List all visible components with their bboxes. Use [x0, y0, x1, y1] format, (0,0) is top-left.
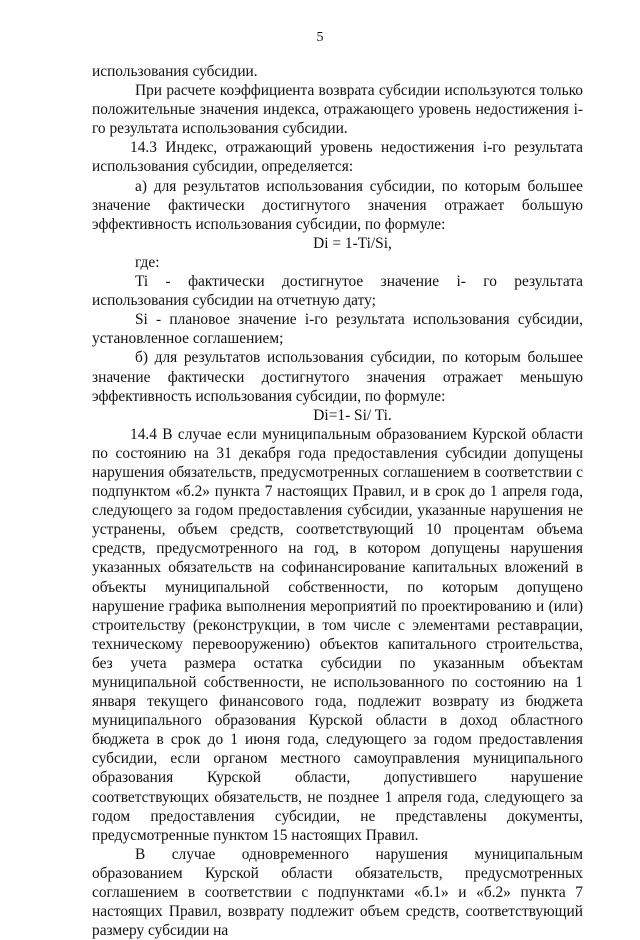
- definition-s: Si - плановое значение i-го результата использования субсидии, установленное соглашением;: [92, 311, 583, 348]
- definition-t: Ti - фактически достигнутое значение i- го результата использования субсидии на отчетную дату;: [92, 273, 583, 310]
- paragraph-14-3: 14.3 Индекс, отражающий уровень недостижения i-го результата использования субсидии, определяется:: [92, 139, 583, 176]
- paragraph-simultaneous: В случае одновременного нарушения муниципальным образованием Курской области обязательств, предусмотренных соглашением в соответствии с подпунктами «б.1» и «б.2» пункта 7 настоящих Правил, возврату подлежит объем средств, соответствующий размеру субсидии на: [92, 845, 583, 940]
- paragraph-a: а) для результатов использования субсидии, по которым большее значение фактически достигнутого значения отражает большую эффективность использования субсидии, по формуле:: [92, 177, 583, 233]
- paragraph-b: б) для результатов использования субсидии, по которым большее значение фактически достигнутого значения отражает меньшую эффективность использования субсидии, по формуле:: [92, 349, 583, 405]
- formula-b: Di=1- Si/ Ti.: [313, 406, 392, 424]
- paragraph: использования субсидии.: [92, 63, 258, 80]
- page-number: 5: [316, 30, 324, 45]
- document-body: [92, 62, 583, 940]
- paragraph: При расчете коэффициента возврата субсидии используются только положительные значения индекса, отражающего уровень недостижения i-го результата использования субсидии.: [92, 82, 583, 138]
- paragraph-14-4: 14.4 В случае если муниципальным образованием Курской области по состоянию на 31 декабря года предоставления субсидии допущены нарушения обязательств, предусмотренных соглашением в соответствии с подпунктом «б.2» пункта 7 настоящих Правил, и в срок до 1 апреля года, следующего за годом предоставления субсидии, указанные нарушения не устранены, объем средств, соответствующий 10 процентам объема средств, предусмотренного на год, в котором допущены нарушения указанных обязательств на софинансирование капитальных вложений в объекты муниципальной собственности, по которым допущено нарушение графика выполнения мероприятий по проектированию и (или) строительству (реконструкции, в том числе с элементами реставрации, техническому перевооружению) объектов капитального строительства, без учета размера остатка субсидии по указанным объектам муниципальной собственности, не использованного по состоянию на 1 января текущего финансового года, подлежит возврату из бюджета муниципального образования Курской области в доход областного бюджета в срок до 1 июня года, следующего за годом предоставления субсидии, если органом местного самоуправления муниципального образования Курской области, допустившего нарушение соответствующих обязательств, не позднее 1 апреля года, следующего за годом предоставления субсидии, не представлены документы, предусмотренные пунктом 15 настоящих Правил.: [92, 425, 583, 844]
- formula-a: Di = 1-Ti/Si,: [313, 234, 392, 252]
- where-label: где:: [135, 253, 160, 271]
